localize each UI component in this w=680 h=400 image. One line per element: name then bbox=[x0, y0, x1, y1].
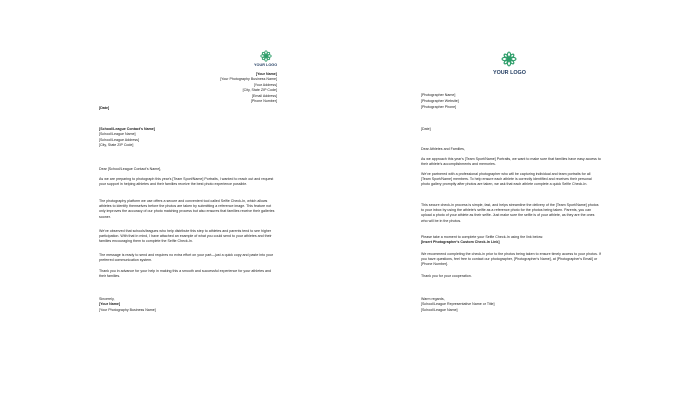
sender-name: [Your Name] bbox=[255, 72, 277, 76]
closing: Warm regards, bbox=[421, 297, 445, 301]
sender-phone: [Phone Number] bbox=[250, 99, 277, 103]
sender-business: [Your Photography Business Name] bbox=[220, 77, 277, 81]
signature-business: [Your Photography Business Name] bbox=[99, 308, 156, 312]
checkin-link[interactable]: [Insert Photographer's Custom Check-In Link] bbox=[421, 240, 500, 244]
salutation: Dear Athletes and Families, bbox=[421, 147, 465, 151]
closing: Sincerely, bbox=[99, 297, 115, 301]
recipient-address: [School/League Address] bbox=[99, 138, 139, 142]
signature-name: [Your Name] bbox=[99, 302, 121, 306]
logo-text: YOUR LOGO bbox=[254, 63, 278, 67]
body-paragraph-3: This secure check-in process is simple, fast, and helps streamline the delivery of the [Team Sport/Name] photos to your inbox by using the athlete's selfie as a reference photo for the photos being taken. Parents, you can upload a photo of your athlete as their selfie. Just make sure the selfie is of your athlete, as they are the ones who will be in the photos. bbox=[421, 203, 599, 223]
sender-email: [Email Address] bbox=[252, 94, 277, 98]
sender-address: [Your Address] bbox=[253, 83, 277, 87]
body-paragraph-1: As we approach this year's [Team Sport/Name] Portraits, we want to make sure that families have easy access to their athlete's accomplishments and memories. bbox=[421, 157, 601, 167]
body-paragraph-5: Thank you in advance for your help in making this a smooth and successful experience for your athletes and their families. bbox=[99, 269, 271, 279]
sender-city: [City, State ZIP Code] bbox=[242, 88, 277, 92]
logo-flower-icon bbox=[260, 50, 272, 62]
photographer-website: [Photographer Website] bbox=[421, 99, 459, 103]
right-letter-page bbox=[340, 0, 680, 400]
photographer-phone: [Photographer Phone] bbox=[421, 105, 457, 109]
body-paragraph-2: We've partnered with a professional photographer who will be capturing individual and team portraits for all [Team Sport/Name] members. To help ensure each athlete is correctly identified and receives their personal photo gallery promptly after photos are taken, we ask that each athlete complete a quick Selfie Check-In. bbox=[421, 172, 592, 187]
body-paragraph-4: The message is ready to send and requires no extra effort on your part—just a quick copy and paste into your preferred communication system. bbox=[99, 253, 274, 263]
body-paragraph-6: Thank you for your cooperation. bbox=[421, 274, 472, 278]
letter-date: [Date] bbox=[99, 106, 110, 110]
salutation: Dear [School/League Contact's Name], bbox=[99, 167, 162, 171]
recipient-city: [City, State ZIP Code] bbox=[99, 143, 134, 147]
body-paragraph-3: We've observed that schools/leagues who help distribute this step to athletes and parents tend to see higher participation. With that in mind, I have attached an example of what you could send to your athletes and their families encouraging them to complete the Selfie Check-In. bbox=[99, 229, 272, 244]
signature-representative: [School/League Representative Name or Title] bbox=[421, 302, 495, 306]
photographer-name: [Photographer Name] bbox=[421, 93, 456, 97]
recipient-org: [School/League Name] bbox=[99, 132, 136, 136]
recipient-name: [School/League Contact's Name] bbox=[99, 127, 155, 131]
body-paragraph-4: Please take a moment to complete your Selfie Check-In using the link below: bbox=[421, 235, 544, 239]
logo-flower-icon bbox=[501, 51, 517, 67]
logo-text: YOUR LOGO bbox=[493, 70, 526, 76]
signature-organization: [School/League Name] bbox=[421, 308, 458, 312]
body-paragraph-5: We recommend completing the check-in prior to the photos being taken to ensure timely access to your photos. If you have questions, feel free to contact our photographer, [Photographer's Name], at [Photographer's Email] or [Phone Number]. bbox=[421, 252, 601, 267]
letter-date: [Date] bbox=[421, 127, 431, 131]
body-paragraph-1: As we are preparing to photograph this year's [Team Sport/Name] Portraits, I wanted to reach out and request your support in helping athletes and their families receive the best photo experience possible. bbox=[99, 177, 274, 187]
body-paragraph-2: The photography platform we use offers a secure and convenient tool called Selfie Check-In, which allows athletes to identify themselves before the photos are taken by submitting a reference image. This feature not only improves the accuracy of our photo matching process but also ensures that families receive their galleries sooner. bbox=[99, 199, 275, 219]
